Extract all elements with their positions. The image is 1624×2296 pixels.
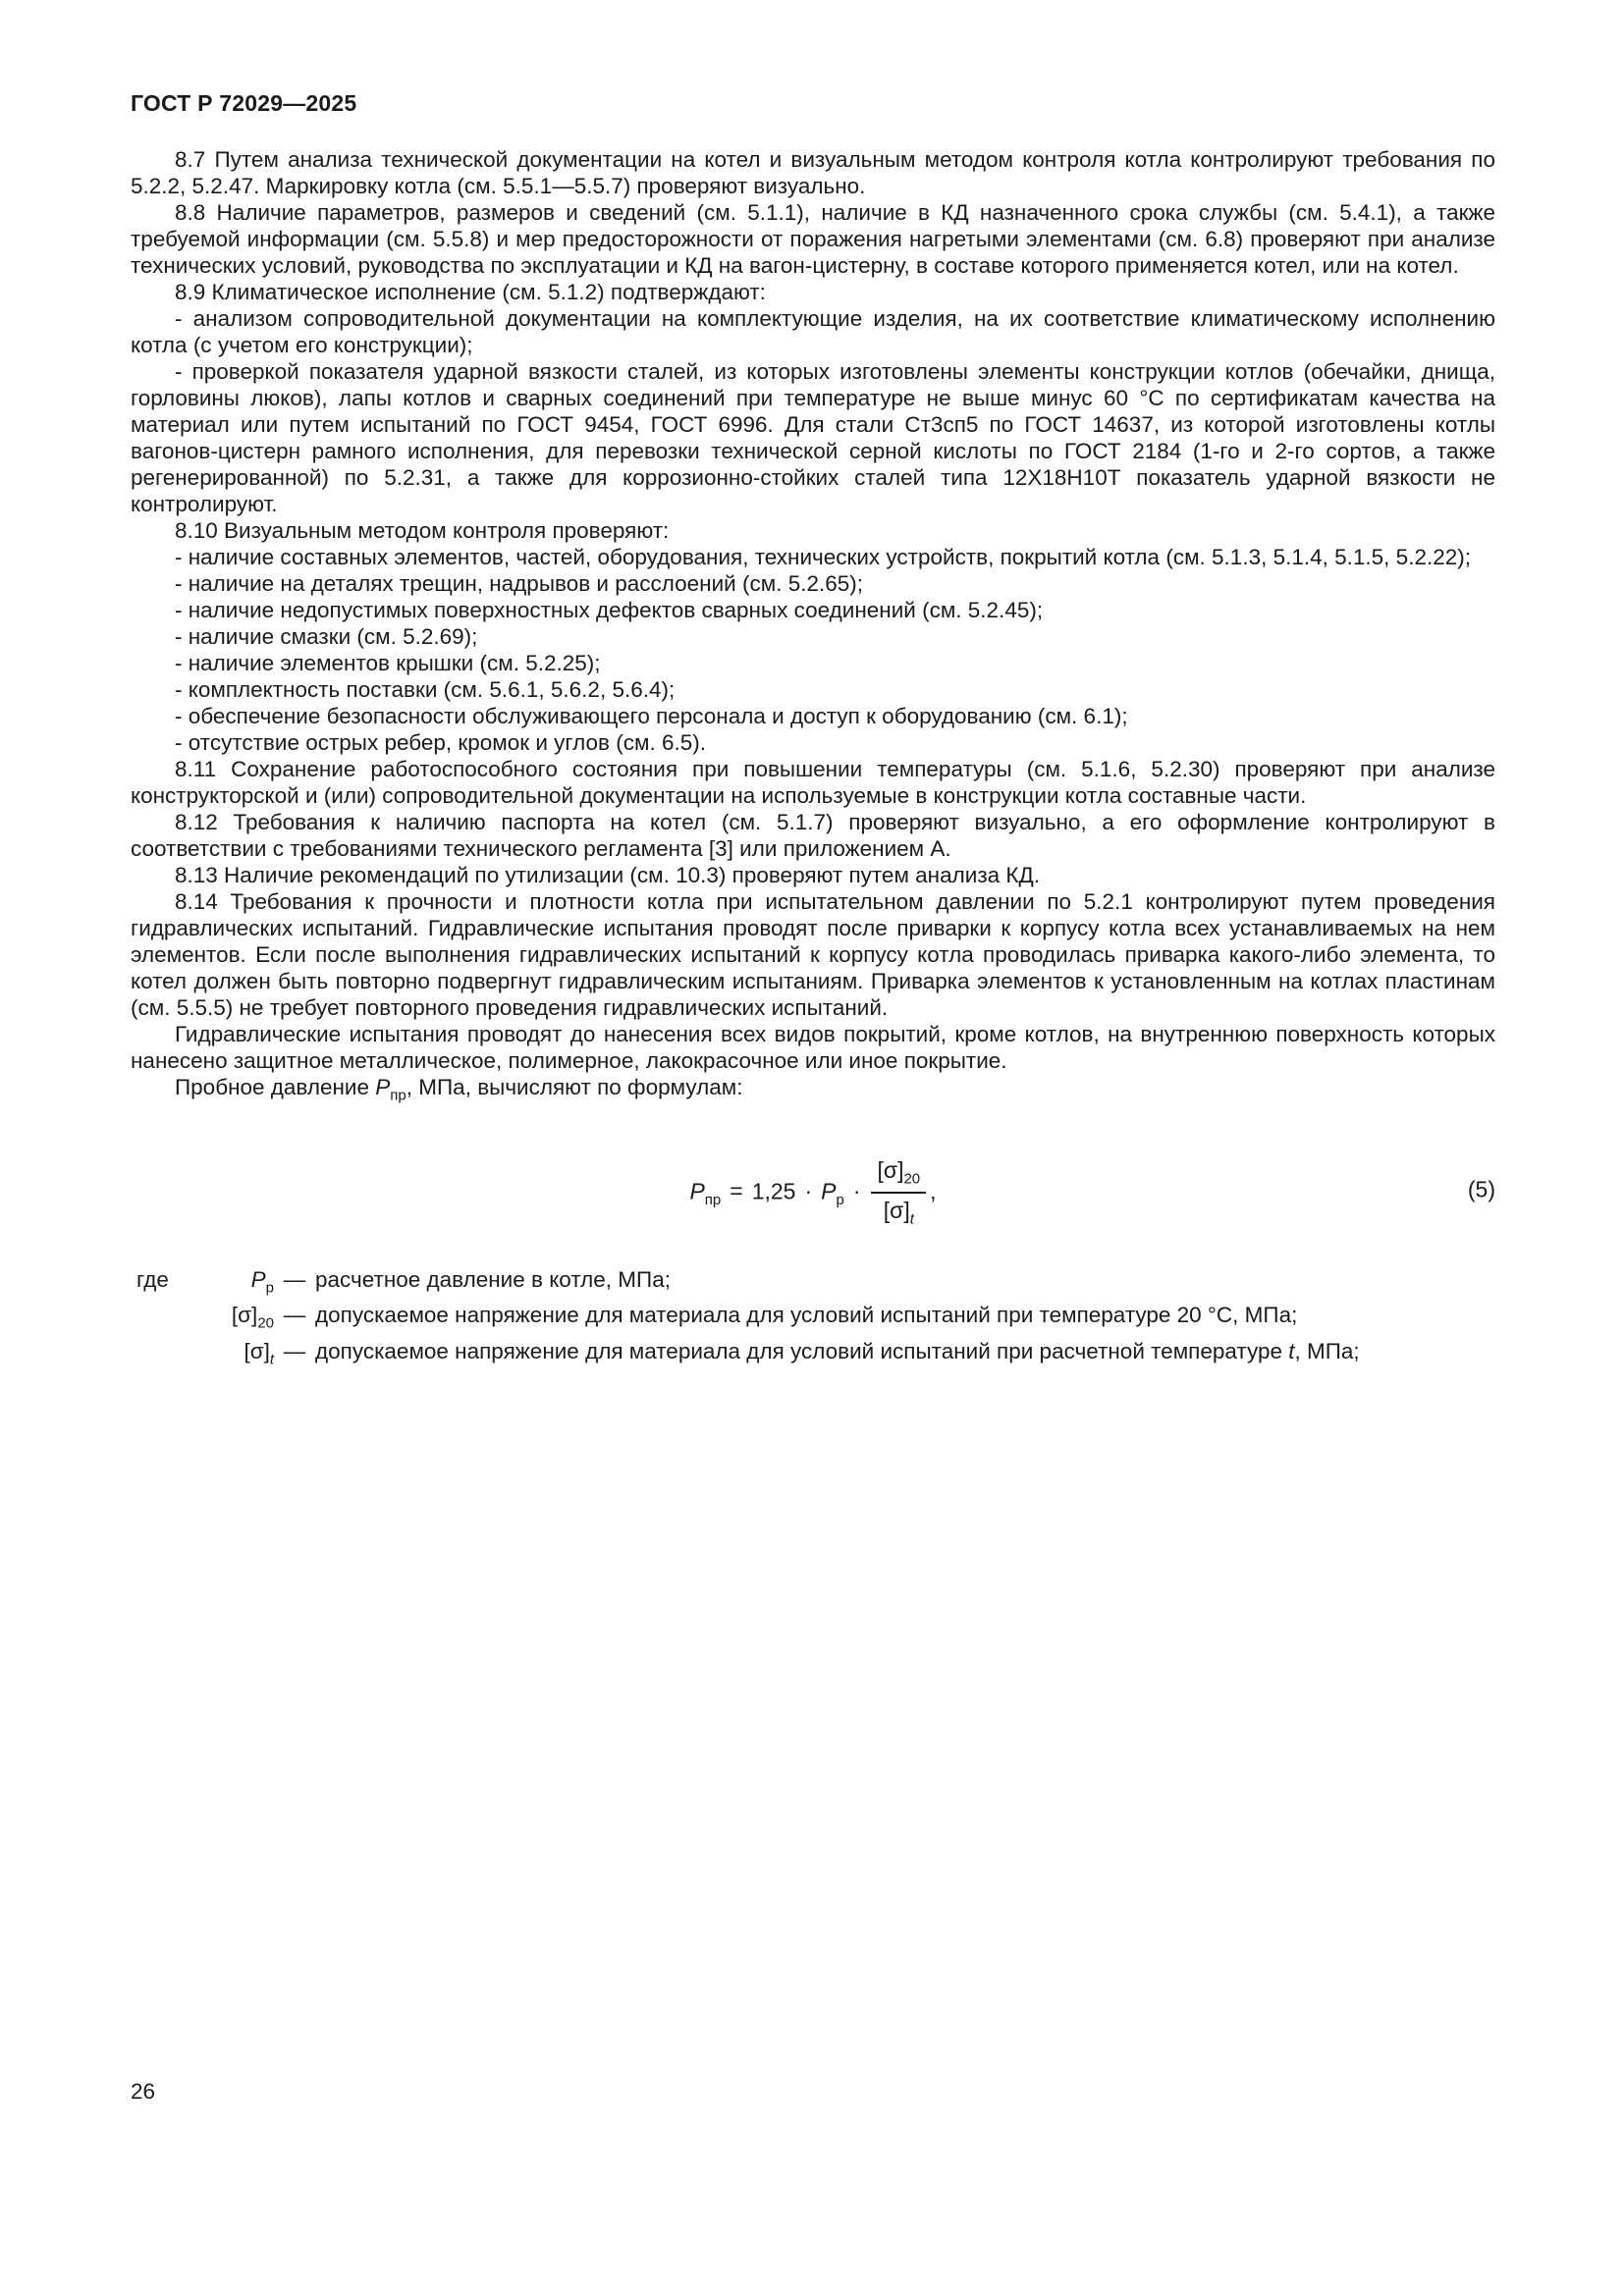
- formula-intro-pre: Пробное давление: [175, 1075, 376, 1099]
- term-sigmat-base: [σ]: [244, 1338, 270, 1363]
- multiply-dot-2: ·: [852, 1177, 861, 1203]
- page-number: 26: [131, 2079, 156, 2104]
- where-row-sigmat: [131, 1338, 1495, 1374]
- clause-8-7: 8.7 Путем анализа технической документации на котел и визуальным методом контроля котла контролируют требования по 5.2.2, 5.2.47. Маркировку котла (см. 5.5.1—5.5.7) проверяют визуально.: [131, 147, 1495, 198]
- sigma-t-bracket: [σ]: [883, 1197, 910, 1223]
- formula-pressure-var: P: [821, 1177, 837, 1203]
- formula-fraction: [871, 1156, 926, 1230]
- equals-sign: =: [730, 1177, 743, 1203]
- formula-lhs-sub: пр: [704, 1191, 722, 1208]
- clause-8-10-item-7: - обеспечение безопасности обслуживающего персонала и доступ к оборудованию (см. 6.1);: [175, 704, 1128, 728]
- clause-8-8: 8.8 Наличие параметров, размеров и сведений (см. 5.1.1), наличие в КД назначенного срока службы (см. 5.4.1), а также требуемой информации (см. 5.5.8) и мер предосторожности от поражения нагретыми элементами (см. 6.8) проверяют при анализе технических условий, руководства по эксплуатации и КД на вагон-цистерну, в составе которого применяется котел, или на котел.: [131, 200, 1495, 278]
- formula-intro-symbol: P: [375, 1075, 391, 1099]
- where-definitions: [131, 1266, 1495, 1374]
- clause-8-9-item-2: - проверкой показателя ударной вязкости сталей, из которых изготовлены элементы конструкции котлов (обечайки, днища, горловины люков), лапы котлов и сварных соединений при температуре не выше минус 60 °С по сертификатам качества на материал или путем испытаний по ГОСТ 9454, ГОСТ 6996. Для стали Ст3сп5 по ГОСТ 14637, из которой изготовлены котлы вагонов-цистерн рамного исполнения, для перевозки технической серной кислоты по ГОСТ 2184 (1-го и 2-го сортов, а также регенерированной) по 5.2.31, а также для коррозионно-стойких сталей типа 12Х18Н10Т показатель ударной вязкости не контролируют.: [131, 359, 1495, 516]
- clause-8-10-item-1: - наличие составных элементов, частей, оборудования, технических устройств, покрытий котла (см. 5.1.3, 5.1.4, 5.1.5, 5.2.22);: [175, 545, 1471, 569]
- desc-sigmat-pre: допускаемое напряжение для материала для условий испытаний при расчетной температуре: [315, 1338, 1289, 1363]
- term-pp-sub: р: [265, 1279, 274, 1296]
- multiply-dot-1: ·: [804, 1177, 813, 1203]
- clause-8-14-para-2: Гидравлические испытания проводят до нанесения всех видов покрытий, кроме котлов, на внутреннюю поверхность которых нанесено защитное металлическое, полимерное, лакокрасочное или иное покрытие.: [131, 1022, 1495, 1073]
- clause-8-10-item-5: - наличие элементов крышки (см. 5.2.25);: [175, 651, 601, 675]
- clause-8-12: 8.12 Требования к наличию паспорта на котел (см. 5.1.7) проверяют визуально, а его оформление контролируют в соответствии с требованиями технического регламента [3] или приложением А.: [131, 810, 1495, 861]
- desc-sigma20: допускаемое напряжение для материала для условий испытаний при температуре 20 °С, МПа;: [315, 1303, 1298, 1327]
- clause-8-10-item-2: - наличие на деталях трещин, надрывов и расслоений (см. 5.2.65);: [175, 571, 863, 596]
- term-sigmat: [180, 1338, 274, 1374]
- desc-sigmat-var: t: [1288, 1338, 1295, 1363]
- sigma-20-sub: 20: [903, 1170, 921, 1188]
- body-text: [131, 146, 1495, 1109]
- document-header: ГОСТ Р 72029—2025: [131, 90, 357, 116]
- clause-8-10: 8.10 Визуальным методом контроля проверяют:: [175, 518, 670, 543]
- clause-8-13: 8.13 Наличие рекомендаций по утилизации (см. 10.3) проверяют путем анализа КД.: [175, 863, 1040, 887]
- term-pp-base: P: [250, 1266, 266, 1292]
- formula-lhs: P: [689, 1177, 705, 1203]
- fraction-numerator: [871, 1156, 926, 1194]
- sigma-t-sub: t: [909, 1210, 914, 1228]
- where-row-pp: [131, 1266, 1495, 1303]
- fraction-denominator: [871, 1194, 926, 1229]
- clause-8-10-item-8: - отсутствие острых ребер, кромок и углов (см. 6.5).: [175, 730, 706, 755]
- formula-pressure-var-sub: р: [836, 1191, 844, 1208]
- desc-sigmat: [315, 1338, 1495, 1374]
- clause-8-9-item-1: - анализом сопроводительной документации на комплектующие изделия, на их соответствие климатическому исполнению котла (с учетом его конструкции);: [131, 306, 1495, 357]
- clause-8-10-item-6: - комплектность поставки (см. 5.6.1, 5.6.2, 5.6.4);: [175, 677, 676, 702]
- formula-intro: [131, 1074, 1495, 1109]
- where-spacer-1: [131, 1302, 180, 1338]
- term-sigma20: [180, 1302, 274, 1338]
- term-sigma20-base: [σ]: [231, 1303, 258, 1327]
- page-content: [131, 90, 1495, 1373]
- clause-8-10-item-3: - наличие недопустимых поверхностных дефектов сварных соединений (см. 5.2.45);: [175, 598, 1044, 622]
- dash-1: —: [283, 1266, 306, 1292]
- desc-sigmat-post: , МПа;: [1294, 1338, 1360, 1363]
- term-pp: [180, 1266, 274, 1303]
- sigma-20-bracket: [σ]: [877, 1156, 904, 1183]
- where-row-sigma20: [131, 1302, 1495, 1338]
- where-spacer-2: [131, 1338, 180, 1374]
- term-sigmat-sub: t: [269, 1351, 274, 1367]
- formula-5-block: [131, 1143, 1495, 1237]
- clause-8-11: 8.11 Сохранение работоспособного состояния при повышении температуры (см. 5.1.6, 5.2.30) проверяют при анализе конструкторской и (или) сопроводительной документации на используемые в конструкции котла составные части.: [131, 757, 1495, 808]
- equation-number: (5): [1467, 1176, 1495, 1201]
- formula-intro-post: , МПа, вычисляют по формулам:: [406, 1075, 743, 1099]
- dash-3: —: [283, 1338, 306, 1363]
- where-keyword: где: [136, 1266, 169, 1292]
- formula-comma: ,: [930, 1177, 937, 1203]
- term-sigma20-sub: 20: [257, 1314, 274, 1332]
- clause-8-9: 8.9 Климатическое исполнение (см. 5.1.2) подтверждают:: [175, 280, 766, 304]
- dash-2: —: [283, 1303, 306, 1327]
- clause-8-14: 8.14 Требования к прочности и плотности котла при испытательном давлении по 5.2.1 контролируют путем проведения гидравлических испытаний. Гидравлические испытания проводят после приварки к корпусу котла всех устанавливаемых на нем элементов. Если после выполнения гидравлических испытаний к корпусу котла проводилась приварка какого-либо элемента, то котел должен быть повторно подвергнут гидравлическим испытаниям. Приварка элементов к установленным на котлах пластинам (см. 5.5.5) не требует повторного проведения гидравлических испытаний.: [131, 889, 1495, 1020]
- desc-pp: расчетное давление в котле, МПа;: [315, 1266, 671, 1292]
- formula-intro-symbol-sub: пр: [390, 1087, 406, 1104]
- formula-coefficient: 1,25: [751, 1177, 796, 1203]
- clause-8-10-item-4: - наличие смазки (см. 5.2.69);: [175, 624, 478, 649]
- formula-5: [131, 1143, 1495, 1230]
